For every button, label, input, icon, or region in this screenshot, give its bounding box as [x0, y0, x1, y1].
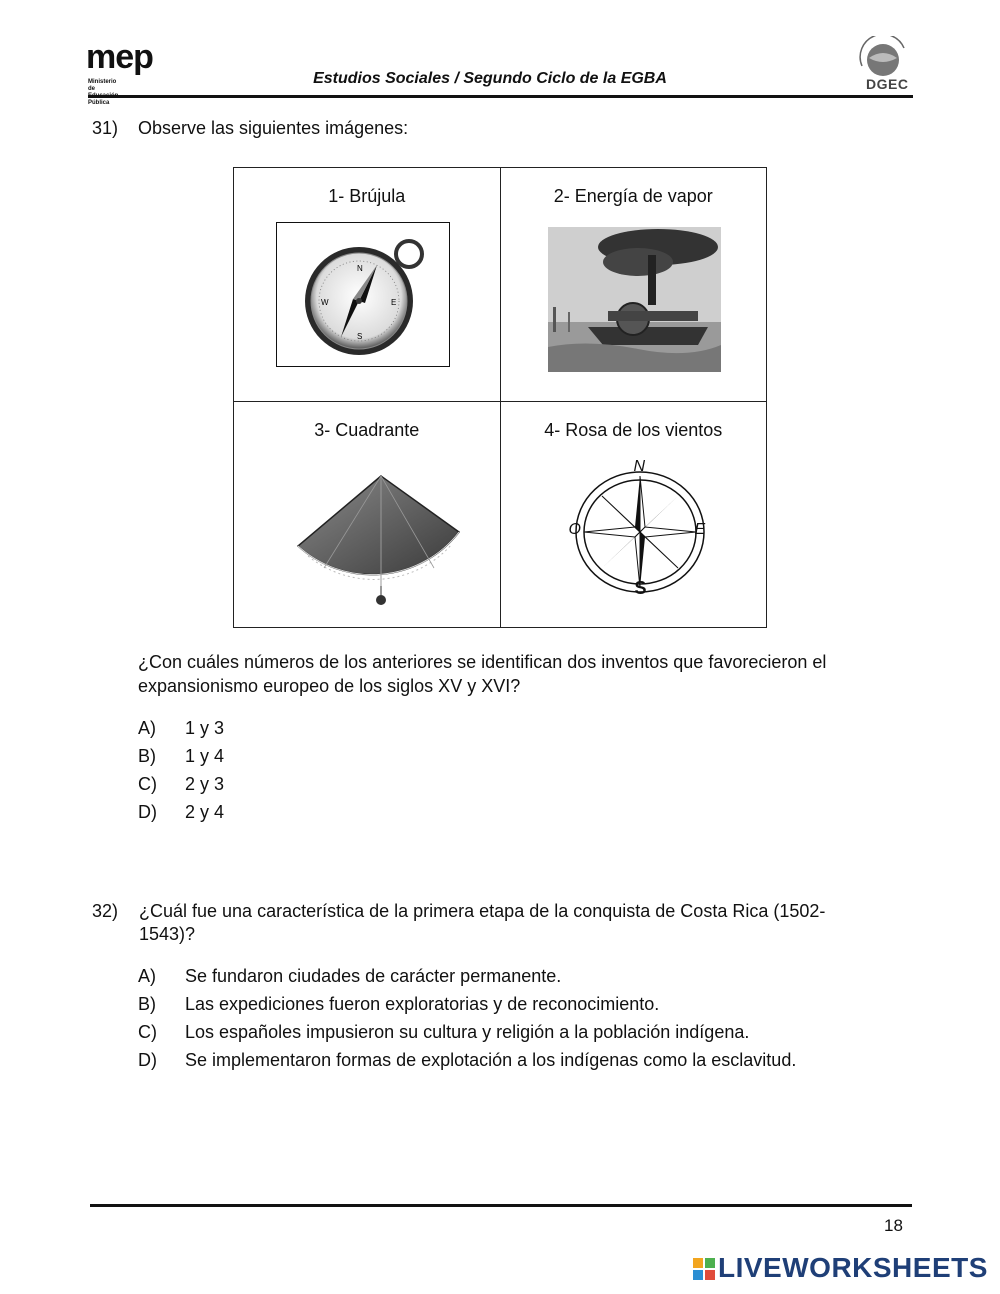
- q32-option-d[interactable]: D) Se implementaron formas de explotación a los indígenas como la esclavitud.: [138, 1050, 797, 1070]
- cell-steam: [500, 168, 767, 402]
- svg-text:N: N: [357, 264, 363, 273]
- liveworksheets-watermark[interactable]: LIVEWORKSHEETS: [718, 1252, 988, 1283]
- cell-label: 1- Brújula: [328, 186, 406, 206]
- q32-question-line1: ¿Cuál fue una característica de la primera etapa de la conquista de Costa Rica (1502-: [139, 901, 826, 921]
- quadrant-icon: [294, 470, 474, 610]
- q31-number: 31): [92, 118, 119, 138]
- q31-image-grid: [233, 167, 767, 628]
- header-divider: [88, 95, 913, 98]
- q32-option-b[interactable]: B) Las expediciones fueron exploratorias y de reconocimiento.: [138, 994, 660, 1014]
- compass-icon: [277, 223, 449, 366]
- q31-option-c[interactable]: C) 2 y 3: [138, 774, 225, 794]
- cell-compass: [234, 168, 501, 402]
- footer-divider: [90, 1204, 912, 1207]
- cell-label: 2- Energía de vapor: [553, 186, 713, 206]
- q31-prompt: Observe las siguientes imágenes:: [138, 118, 409, 138]
- header-title: Estudios Sociales / Segundo Ciclo de la EGBA: [313, 70, 667, 87]
- svg-text:W: W: [321, 298, 329, 307]
- mep-logo-word: mep: [86, 38, 153, 76]
- wind-rose-o: O: [568, 521, 581, 538]
- q32-number: 32): [92, 901, 119, 921]
- wind-rose-e: E: [694, 521, 706, 538]
- liveworksheets-logo-icon: [693, 1258, 715, 1280]
- cell-quadrant: [234, 402, 501, 628]
- dgec-label: DGEC: [866, 76, 909, 92]
- wind-rose-s: S: [634, 578, 647, 598]
- cell-label: 4- Rosa de los vientos: [544, 420, 723, 440]
- cell-wind-rose: [500, 402, 767, 628]
- cell-label: 3- Cuadrante: [314, 420, 420, 440]
- q31-question-line2: expansionismo europeo de los siglos XV y XVI?: [138, 676, 521, 696]
- q32-question-line2: 1543)?: [139, 924, 196, 944]
- compass-frame: [276, 222, 450, 367]
- wind-rose-icon: [565, 458, 715, 602]
- svg-text:E: E: [391, 298, 397, 307]
- q31-option-b[interactable]: B) 1 y 4: [138, 746, 225, 766]
- steamboat-icon: [548, 227, 721, 372]
- q32-option-c[interactable]: C) Los españoles impusieron su cultura y religión a la población indígena.: [138, 1022, 750, 1042]
- mep-logo-subtitle: Ministerio de Pública: [88, 79, 117, 106]
- q31-question-line1: ¿Con cuáles números de los anteriores se identifican dos inventos que favorecieron el: [138, 652, 827, 672]
- page-number: 18: [884, 1216, 903, 1235]
- wind-rose-n: N: [633, 458, 646, 475]
- svg-text:S: S: [357, 332, 363, 341]
- q32-option-a[interactable]: A) Se fundaron ciudades de carácter permanente.: [138, 966, 562, 986]
- q31-option-a[interactable]: A) 1 y 3: [138, 718, 225, 738]
- q31-option-d[interactable]: D) 2 y 4: [138, 802, 225, 822]
